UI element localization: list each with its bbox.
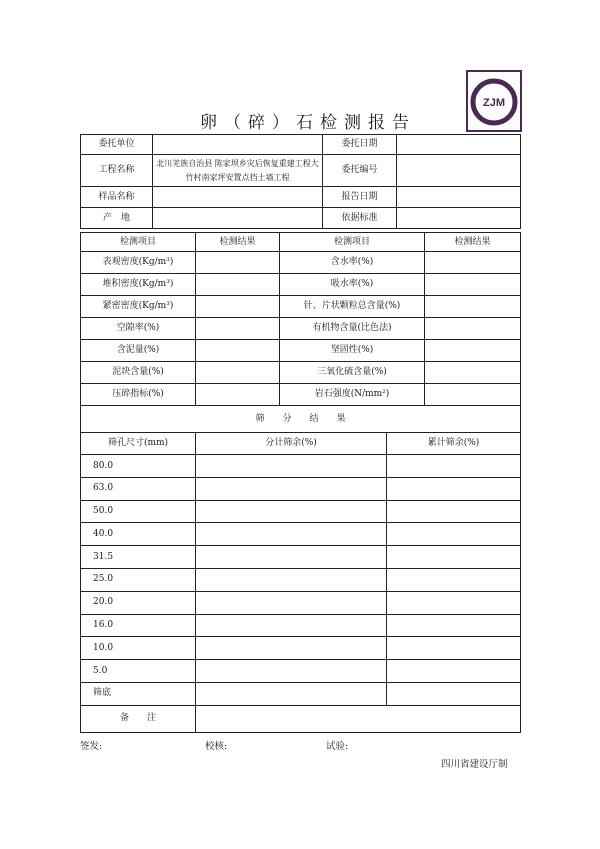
sieve-size: 80.0: [81, 455, 196, 478]
maker-label: 四川省建设厅制: [441, 759, 508, 770]
issue-label: 签发:: [80, 741, 103, 752]
sieve-partial: [196, 455, 387, 478]
commission-no-label: 委托编号: [323, 155, 397, 187]
sieve-partial: [196, 500, 387, 523]
sieve-table: [80, 405, 521, 733]
sieve-cumulative: [387, 637, 521, 660]
tests-header-result-left: 检测结果: [196, 233, 280, 252]
test-value: [196, 362, 280, 384]
test-value: [425, 340, 521, 362]
report-date-value: [397, 187, 521, 208]
test-label: 含水率(%): [280, 252, 425, 274]
sieve-cumulative: [387, 455, 521, 478]
test-label: 岩石强度(N/mm²): [280, 384, 425, 406]
test-value: [196, 340, 280, 362]
remark-label: 备 注: [81, 705, 196, 732]
client-unit-label: 委托单位: [81, 135, 153, 155]
sieve-cumulative: [387, 591, 521, 614]
tests-header-item-left: 检测项目: [81, 233, 196, 252]
sieve-cumulative: [387, 477, 521, 500]
sample-name-value: [153, 187, 323, 208]
sieve-size: 50.0: [81, 500, 196, 523]
standard-value: [397, 208, 521, 229]
sieve-partial: [196, 568, 387, 591]
sieve-partial: [196, 637, 387, 660]
test-label: 试验:: [326, 741, 349, 752]
test-value: [425, 362, 521, 384]
sieve-size: 16.0: [81, 614, 196, 637]
sieve-col-partial: 分计筛余(%): [196, 433, 387, 455]
sieve-size: 筛底: [81, 682, 196, 705]
test-value: [196, 252, 280, 274]
commission-date-label: 委托日期: [323, 135, 397, 155]
commission-no-value: [397, 155, 521, 187]
test-value: [196, 274, 280, 296]
test-label: 针、片状颗粒总含量(%): [280, 296, 425, 318]
sieve-size: 63.0: [81, 477, 196, 500]
test-label: 泥块含量(%): [81, 362, 196, 384]
sieve-cumulative: [387, 500, 521, 523]
test-value: [196, 384, 280, 406]
test-value: [425, 384, 521, 406]
origin-value: [153, 208, 323, 229]
test-label: 紧密密度(Kg/m³): [81, 296, 196, 318]
remark-value: [196, 705, 521, 732]
test-label: 坚固性(%): [280, 340, 425, 362]
test-label: 压碎指标(%): [81, 384, 196, 406]
report-title: 卵（碎）石检测报告: [200, 113, 416, 133]
test-label: 吸水率(%): [280, 274, 425, 296]
project-name-value: 北川羌族自治县 陈家坝乡灾后恢复重建工程大竹村南家坪安置点挡土墙工程: [153, 155, 323, 187]
sieve-col-cumulative: 累计筛余(%): [387, 433, 521, 455]
commission-date-value: [397, 135, 521, 155]
standard-label: 依据标准: [323, 208, 397, 229]
sieve-partial: [196, 546, 387, 569]
sieve-partial: [196, 660, 387, 683]
sieve-partial: [196, 682, 387, 705]
sieve-cumulative: [387, 614, 521, 637]
sieve-size: 31.5: [81, 546, 196, 569]
test-label: 表观密度(Kg/m³): [81, 252, 196, 274]
sample-name-label: 样品名称: [81, 187, 153, 208]
test-label: 三氧化硫含量(%): [280, 362, 425, 384]
sieve-partial: [196, 614, 387, 637]
origin-label: 产 地: [81, 208, 153, 229]
sieve-partial: [196, 477, 387, 500]
check-label: 校核:: [205, 741, 228, 752]
test-label: 有机物含量(比色法): [280, 318, 425, 340]
test-value: [425, 296, 521, 318]
sieve-size: 40.0: [81, 523, 196, 546]
tests-header-item-right: 检测项目: [280, 233, 425, 252]
info-table: [80, 134, 521, 229]
test-value: [425, 252, 521, 274]
sieve-cumulative: [387, 682, 521, 705]
sieve-cumulative: [387, 568, 521, 591]
client-unit-value: [153, 135, 323, 155]
sieve-size: 5.0: [81, 660, 196, 683]
sieve-size: 25.0: [81, 568, 196, 591]
sieve-col-size: 筛孔尺寸(mm): [81, 433, 196, 455]
test-value: [196, 318, 280, 340]
organization-logo: [466, 70, 522, 132]
test-label: 堆积密度(Kg/m³): [81, 274, 196, 296]
sieve-size: 20.0: [81, 591, 196, 614]
project-name-label: 工程名称: [81, 155, 153, 187]
sieve-title: 筛 分 结 果: [81, 406, 521, 433]
sieve-size: 10.0: [81, 637, 196, 660]
test-label: 含泥量(%): [81, 340, 196, 362]
tests-table: [80, 232, 521, 406]
test-value: [425, 274, 521, 296]
sieve-cumulative: [387, 660, 521, 683]
svg-text:ZJM: ZJM: [483, 97, 505, 109]
report-date-label: 报告日期: [323, 187, 397, 208]
sieve-partial: [196, 523, 387, 546]
test-value: [425, 318, 521, 340]
sieve-partial: [196, 591, 387, 614]
tests-header-result-right: 检测结果: [425, 233, 521, 252]
test-value: [196, 296, 280, 318]
sieve-cumulative: [387, 546, 521, 569]
test-label: 空隙率(%): [81, 318, 196, 340]
sieve-cumulative: [387, 523, 521, 546]
